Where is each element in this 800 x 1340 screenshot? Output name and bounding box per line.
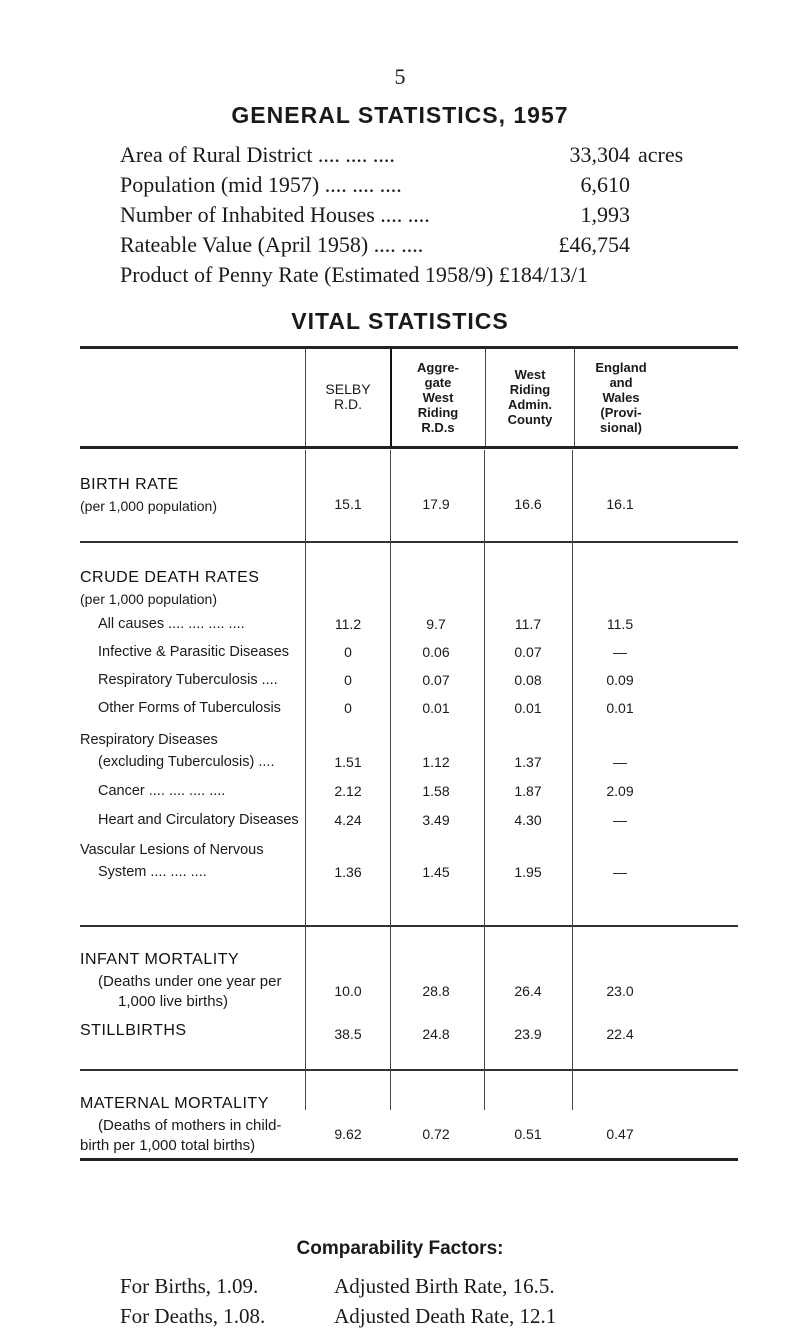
general-value: £46,754 bbox=[558, 232, 630, 257]
section-heading: CRUDE DEATH RATES bbox=[80, 569, 260, 586]
maternal-cell: 0.72 bbox=[422, 1126, 450, 1142]
birth-rate-aggregate: 17.9 bbox=[422, 496, 450, 512]
section-rule bbox=[80, 1069, 738, 1071]
death-cell: 0.06 bbox=[422, 644, 450, 660]
comparability-title: Comparability Factors: bbox=[296, 1238, 504, 1259]
penny-rate-line: Product of Penny Rate (Estimated 1958/9) £184/13/1 bbox=[120, 262, 589, 287]
death-cell: — bbox=[613, 812, 627, 828]
column-header-line: West bbox=[422, 389, 454, 405]
infant-cell: 23.0 bbox=[606, 983, 634, 999]
adjusted-death-rate: Adjusted Death Rate, 12.1 bbox=[334, 1304, 557, 1328]
general-unit: acres bbox=[638, 142, 684, 167]
death-cell: 4.30 bbox=[514, 812, 542, 828]
general-row bbox=[120, 230, 730, 260]
column-header-line: R.D.s bbox=[421, 419, 455, 435]
birth-rate-selby: 15.1 bbox=[334, 496, 362, 512]
infant-cell: 26.4 bbox=[514, 983, 542, 999]
death-cell: 1.51 bbox=[334, 754, 362, 770]
table-top-rule bbox=[80, 346, 738, 349]
death-row-label: Vascular Lesions of Nervous bbox=[80, 842, 264, 858]
infant-cell: 10.0 bbox=[334, 983, 362, 999]
column-header-selby bbox=[308, 352, 388, 442]
column-header-line: England bbox=[595, 359, 647, 375]
birth-rate-england-wales: 16.1 bbox=[606, 496, 634, 512]
general-row bbox=[120, 140, 730, 170]
death-row-label: Respiratory Tuberculosis .... bbox=[98, 672, 278, 688]
column-header-line: gate bbox=[424, 374, 452, 390]
general-label: Area of Rural District .... .... .... bbox=[120, 142, 395, 167]
stillbirth-cell: 38.5 bbox=[334, 1026, 362, 1042]
page-title: GENERAL STATISTICS, 1957 bbox=[231, 102, 569, 128]
death-cell: 3.49 bbox=[422, 812, 450, 828]
general-value: 6,610 bbox=[580, 172, 630, 197]
comparability-births bbox=[120, 1274, 555, 1299]
column-header-line: County bbox=[507, 412, 553, 427]
stillbirth-cell: 24.8 bbox=[422, 1026, 450, 1042]
column-header-england-wales bbox=[576, 352, 666, 442]
infant-cell: 28.8 bbox=[422, 983, 450, 999]
death-cell: 0.07 bbox=[422, 672, 450, 688]
death-row-label: Other Forms of Tuberculosis bbox=[98, 700, 281, 716]
section-subheading: 1,000 live births) bbox=[118, 993, 229, 1010]
death-cell: 0 bbox=[344, 672, 352, 688]
column-header-line: and bbox=[609, 374, 633, 390]
death-cell: 2.09 bbox=[606, 783, 634, 799]
death-cell: 1.95 bbox=[514, 864, 542, 880]
death-cell: 1.58 bbox=[422, 783, 450, 799]
section-subheading: (per 1,000 population) bbox=[80, 498, 217, 514]
column-header-line: Admin. bbox=[507, 397, 553, 412]
section-rule bbox=[80, 925, 738, 927]
adjusted-birth-rate: Adjusted Birth Rate, 16.5. bbox=[334, 1274, 555, 1298]
table-bottom-rule bbox=[80, 1158, 738, 1161]
death-cell: 1.45 bbox=[422, 864, 450, 880]
death-row-label: Infective & Parasitic Diseases bbox=[98, 644, 289, 660]
general-statistics bbox=[120, 140, 730, 290]
death-cell: 1.12 bbox=[422, 754, 450, 770]
births-factor: For Births, 1.09. bbox=[120, 1274, 259, 1298]
maternal-cell: 9.62 bbox=[334, 1126, 362, 1142]
header-divider bbox=[485, 349, 486, 446]
death-cell: — bbox=[613, 644, 627, 660]
deaths-factor: For Deaths, 1.08. bbox=[120, 1304, 266, 1328]
death-cell: — bbox=[613, 754, 627, 770]
page-number: 5 bbox=[394, 64, 406, 89]
stillbirth-cell: 23.9 bbox=[514, 1026, 542, 1042]
header-bottom-rule bbox=[80, 446, 738, 449]
column-header-line: Riding bbox=[417, 404, 459, 420]
column-header-line: SELBY bbox=[325, 381, 371, 397]
death-row-label-continued: (excluding Tuberculosis) .... bbox=[98, 754, 275, 770]
general-label: Rateable Value (April 1958) .... .... bbox=[120, 232, 424, 257]
birth-rate-west-riding: 16.6 bbox=[514, 496, 542, 512]
death-cell: 11.7 bbox=[514, 616, 542, 632]
stillbirth-cell: 22.4 bbox=[606, 1026, 634, 1042]
death-row-label: Cancer .... .... .... .... bbox=[98, 783, 226, 799]
section-subheading: (Deaths under one year per bbox=[98, 973, 282, 990]
general-value: 1,993 bbox=[580, 202, 630, 227]
general-value: 33,304 bbox=[569, 142, 630, 167]
death-cell: 0 bbox=[344, 644, 352, 660]
death-cell: 0.01 bbox=[422, 700, 450, 716]
general-row bbox=[120, 200, 730, 230]
death-cell: — bbox=[613, 864, 627, 880]
death-cell: 1.37 bbox=[514, 754, 542, 770]
section-heading: MATERNAL MORTALITY bbox=[80, 1095, 269, 1112]
death-cell: 0 bbox=[344, 700, 352, 716]
column-header-west-riding bbox=[487, 352, 573, 442]
death-row-label: Heart and Circulatory Diseases bbox=[98, 812, 299, 828]
comparability-deaths bbox=[120, 1304, 556, 1329]
general-label: Number of Inhabited Houses .... .... bbox=[120, 202, 430, 227]
column-header-aggregate bbox=[393, 352, 483, 442]
maternal-cell: 0.51 bbox=[514, 1126, 542, 1142]
death-cell: 1.36 bbox=[334, 864, 362, 880]
death-cell: 11.2 bbox=[334, 616, 362, 632]
column-header-line: Aggre- bbox=[417, 359, 459, 375]
maternal-cell: 0.47 bbox=[606, 1126, 634, 1142]
vital-statistics-title: VITAL STATISTICS bbox=[291, 308, 509, 334]
column-header-line: (Provi- bbox=[600, 404, 642, 420]
section-rule bbox=[80, 541, 738, 543]
death-row-label: All causes .... .... .... .... bbox=[98, 616, 245, 632]
column-header-line: sional) bbox=[600, 419, 642, 435]
death-cell: 0.01 bbox=[514, 700, 542, 716]
column-header-line: Wales bbox=[602, 389, 640, 405]
death-cell: 11.5 bbox=[606, 616, 634, 632]
death-cell: 0.01 bbox=[606, 700, 634, 716]
death-cell: 2.12 bbox=[334, 783, 362, 799]
header-divider bbox=[390, 349, 392, 446]
section-heading: INFANT MORTALITY bbox=[80, 951, 240, 968]
death-cell: 0.09 bbox=[606, 672, 634, 688]
header-divider bbox=[305, 349, 306, 446]
column-header-line: R.D. bbox=[334, 396, 362, 412]
section-subheading: (Deaths of mothers in child- bbox=[98, 1117, 282, 1134]
section-subheading: (per 1,000 population) bbox=[80, 591, 217, 607]
death-row-label-continued: System .... .... .... bbox=[98, 864, 207, 880]
column-header-line: Riding bbox=[509, 382, 551, 397]
death-cell: 0.08 bbox=[514, 672, 542, 688]
death-cell: 0.07 bbox=[514, 644, 542, 660]
general-row bbox=[120, 170, 730, 200]
column-header-line: West bbox=[514, 367, 546, 382]
header-divider bbox=[574, 349, 575, 446]
death-cell: 9.7 bbox=[426, 616, 446, 632]
death-cell: 1.87 bbox=[514, 783, 542, 799]
general-label: Population (mid 1957) .... .... .... bbox=[120, 172, 402, 197]
section-heading: BIRTH RATE bbox=[80, 476, 179, 493]
section-subheading: birth per 1,000 total births) bbox=[80, 1137, 256, 1154]
death-row-label: Respiratory Diseases bbox=[80, 732, 218, 748]
death-cell: 4.24 bbox=[334, 812, 362, 828]
stillbirths-label: STILLBIRTHS bbox=[80, 1022, 187, 1039]
